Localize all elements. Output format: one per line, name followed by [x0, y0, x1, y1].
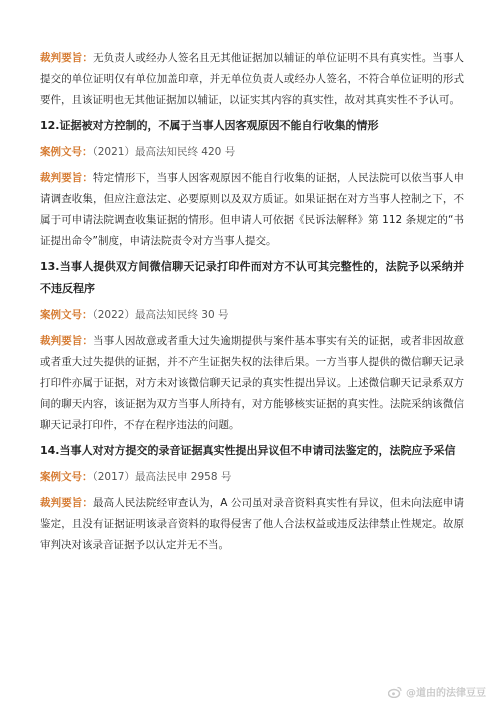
case-number-label: 案例文号： [40, 309, 93, 321]
ruling-summary-label: 裁判要旨： [40, 172, 94, 184]
section-heading-13: 13.当事人提供双方间微信聊天记录打印件而对方不认可其完整性的，法院予以采纳并不违反程序 [40, 260, 464, 295]
case-number-label: 案例文号： [40, 471, 93, 483]
watermark [388, 684, 486, 699]
ruling-summary-label: 裁判要旨： [40, 52, 94, 64]
document-content [40, 48, 464, 560]
section-heading-12: 12.证据被对方控制的，不属于当事人因客观原因不能自行收集的情形 [40, 119, 379, 132]
case-number-line [40, 467, 464, 488]
section-heading-14: 14.当事人对对方提交的录音证据真实性提出异议但不申请司法鉴定的，法院应予采信 [40, 444, 456, 457]
ruling-summary-label: 裁判要旨： [40, 335, 94, 347]
ruling-summary-text: 无负责人或经办人签名且无其他证据加以辅证的单位证明不具有真实性。当事人提交的单位证明仅有单位加盖印章，并无单位负责人或经办人签名，不符合单位证明的形式要件，且该证明也无其他证据加以辅证，以证实其内容的真实性，故对其真实性不予认可。 [40, 52, 465, 106]
ruling-summary-text: 最高人民法院经审查认为，A 公司虽对录音资料真实性有异议，但未向法庭申请鉴定，且没有证据证明该录音资料的取得侵害了他人合法权益或违反法律禁止性规定。故原审判决对该录音证据予以认定并无不当。 [40, 497, 464, 551]
case-number-label: 案例文号： [40, 146, 93, 158]
ruling-summary-text: 当事人因故意或者重大过失逾期提供与案件基本事实有关的证据，或者非因故意或者重大过失提供的证据，并不产生证据失权的法律后果。一方当事人提供的微信聊天记录打印件亦属于证据，对方未对该微信聊天记录的真实性提出异议。上述微信聊天记录系双方间的聊天内容，该证据为双方当事人所持有，对方能够核实证据的真实性。法院采纳该微信聊天记录打印件，不存在程序违法的问题。 [40, 335, 465, 431]
ruling-summary-label: 裁判要旨： [40, 497, 94, 509]
ruling-summary-paragraph [40, 168, 464, 252]
ruling-summary-paragraph [40, 493, 464, 556]
case-number: （2022）最高法知民终 30 号 [92, 309, 229, 321]
case-number-line [40, 305, 464, 326]
ruling-summary-paragraph [40, 48, 464, 111]
weibo-icon [388, 686, 402, 698]
ruling-summary-text: 特定情形下，当事人因客观原因不能自行收集的证据，人民法院可以依当事人申请调查收集，但应注意法定、必要原则以及双方质证。如果证据在对方当事人控制之下，不属于可申请法院调查收集证据的情形。但申请人可依据《民诉法解释》第 112 条规定的“书证提出命令”制度，申请法院责令对方当事人提交。 [40, 172, 465, 247]
case-number: （2017）最高法民申 2958 号 [92, 471, 232, 483]
case-number: （2021）最高法知民终 420 号 [92, 146, 236, 158]
case-number-line [40, 142, 464, 163]
ruling-summary-paragraph [40, 331, 464, 436]
watermark-text: @道由的法律豆豆 [406, 688, 486, 699]
